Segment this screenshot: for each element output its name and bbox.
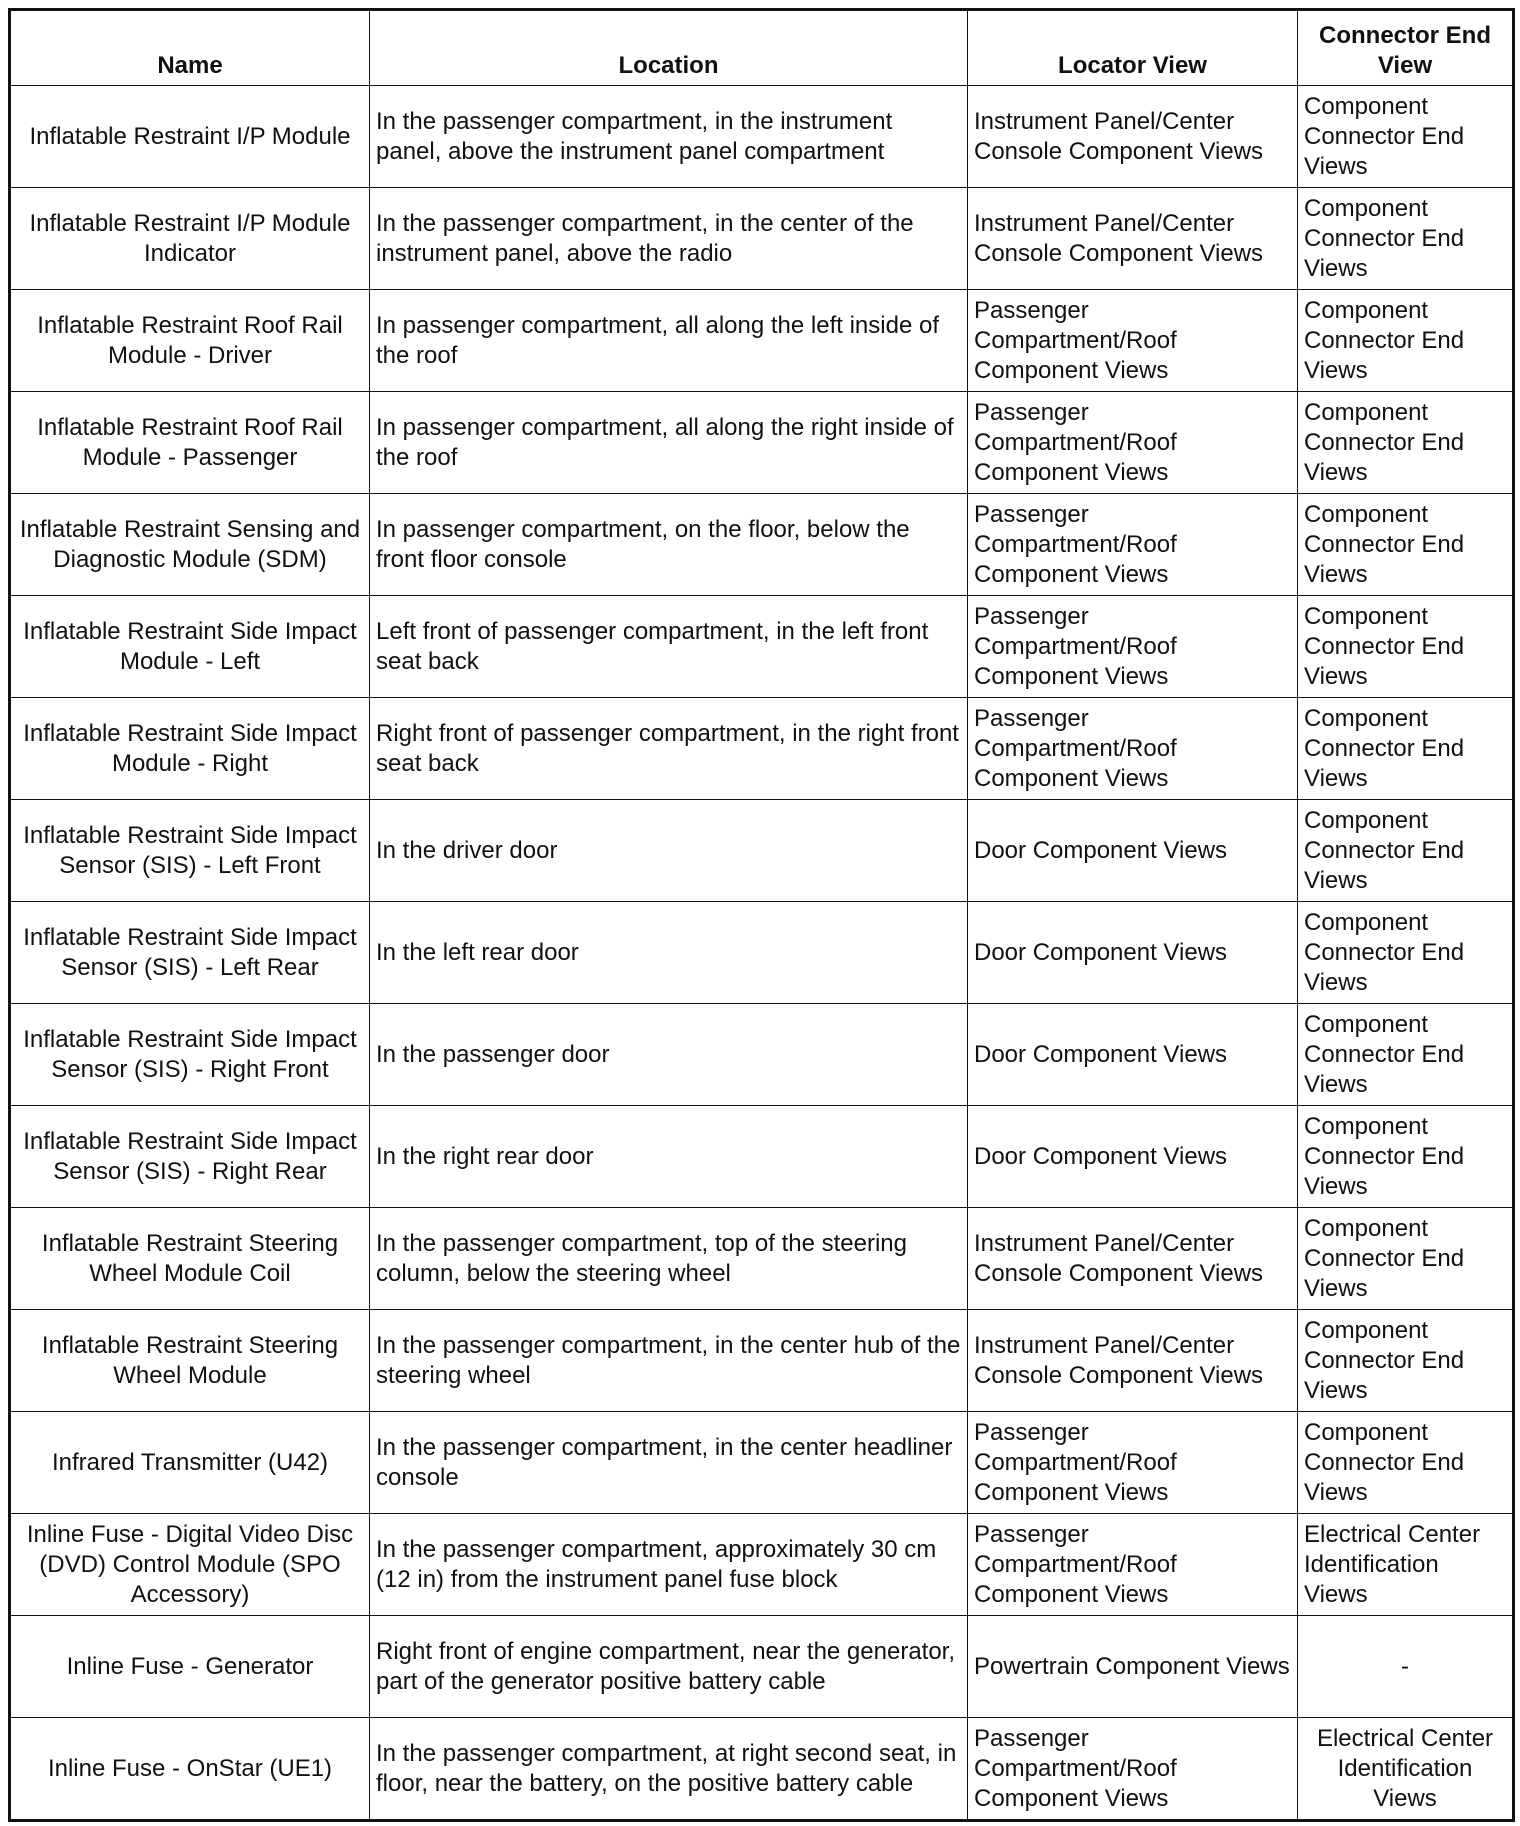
location-cell: Left front of passenger compartment, in the left front seat back — [370, 596, 968, 698]
location-cell: In passenger compartment, all along the right inside of the roof — [370, 392, 968, 494]
locator-view-cell: Passenger Compartment/Roof Component Views — [968, 392, 1298, 494]
connector-end-view-cell: Component Connector End Views — [1298, 1208, 1514, 1310]
locator-view-cell: Instrument Panel/Center Console Component Views — [968, 86, 1298, 188]
table-row — [10, 392, 1514, 494]
locator-view-cell: Door Component Views — [968, 1004, 1298, 1106]
table-row — [10, 698, 1514, 800]
header-name: Name — [10, 10, 370, 86]
location-cell: In the passenger compartment, in the instrument panel, above the instrument panel compartment — [370, 86, 968, 188]
component-name-cell: Inline Fuse - Digital Video Disc (DVD) Control Module (SPO Accessory) — [10, 1514, 370, 1616]
locator-view-cell: Instrument Panel/Center Console Component Views — [968, 1310, 1298, 1412]
location-cell: In the passenger compartment, at right second seat, in floor, near the battery, on the positive battery cable — [370, 1718, 968, 1821]
table-row — [10, 1208, 1514, 1310]
component-name-cell: Inflatable Restraint Side Impact Module - Left — [10, 596, 370, 698]
table-row — [10, 188, 1514, 290]
location-cell: In the left rear door — [370, 902, 968, 1004]
table-row — [10, 1310, 1514, 1412]
locator-view-cell: Passenger Compartment/Roof Component Views — [968, 698, 1298, 800]
locator-view-cell: Door Component Views — [968, 1106, 1298, 1208]
header-locator-view: Locator View — [968, 10, 1298, 86]
location-cell: In the passenger door — [370, 1004, 968, 1106]
component-name-cell: Inflatable Restraint Side Impact Sensor (SIS) - Left Front — [10, 800, 370, 902]
component-name-cell: Inflatable Restraint Roof Rail Module - Passenger — [10, 392, 370, 494]
table-row — [10, 1718, 1514, 1821]
location-cell: In the passenger compartment, in the center of the instrument panel, above the radio — [370, 188, 968, 290]
header-location: Location — [370, 10, 968, 86]
locator-view-cell: Passenger Compartment/Roof Component Views — [968, 1412, 1298, 1514]
location-cell: In the passenger compartment, approximately 30 cm (12 in) from the instrument panel fuse block — [370, 1514, 968, 1616]
component-name-cell: Inflatable Restraint I/P Module Indicator — [10, 188, 370, 290]
location-cell: In the passenger compartment, in the center hub of the steering wheel — [370, 1310, 968, 1412]
component-name-cell: Inline Fuse - Generator — [10, 1616, 370, 1718]
component-name-cell: Inflatable Restraint Sensing and Diagnostic Module (SDM) — [10, 494, 370, 596]
component-name-cell: Inflatable Restraint Side Impact Sensor (SIS) - Left Rear — [10, 902, 370, 1004]
table-row — [10, 1412, 1514, 1514]
connector-end-view-cell: Component Connector End Views — [1298, 86, 1514, 188]
connector-end-view-cell: Component Connector End Views — [1298, 188, 1514, 290]
table-row — [10, 86, 1514, 188]
header-connector-end-view: Connector End View — [1298, 10, 1514, 86]
table-row — [10, 494, 1514, 596]
location-cell: Right front of passenger compartment, in the right front seat back — [370, 698, 968, 800]
location-cell: In passenger compartment, all along the left inside of the roof — [370, 290, 968, 392]
table-row — [10, 596, 1514, 698]
location-cell: In the passenger compartment, in the center headliner console — [370, 1412, 968, 1514]
connector-end-view-cell: Component Connector End Views — [1298, 596, 1514, 698]
connector-end-view-cell: - — [1298, 1616, 1514, 1718]
locator-view-cell: Instrument Panel/Center Console Component Views — [968, 1208, 1298, 1310]
header-row — [10, 10, 1514, 86]
table-row — [10, 1616, 1514, 1718]
connector-end-view-cell: Component Connector End Views — [1298, 1412, 1514, 1514]
component-name-cell: Inline Fuse - OnStar (UE1) — [10, 1718, 370, 1821]
component-locator-table — [8, 8, 1515, 1822]
component-name-cell: Inflatable Restraint Steering Wheel Module — [10, 1310, 370, 1412]
connector-end-view-cell: Component Connector End Views — [1298, 698, 1514, 800]
table-row — [10, 800, 1514, 902]
connector-end-view-cell: Component Connector End Views — [1298, 1004, 1514, 1106]
location-cell: In passenger compartment, on the floor, below the front floor console — [370, 494, 968, 596]
component-name-cell: Inflatable Restraint Roof Rail Module - Driver — [10, 290, 370, 392]
locator-view-cell: Powertrain Component Views — [968, 1616, 1298, 1718]
location-cell: Right front of engine compartment, near the generator, part of the generator positive battery cable — [370, 1616, 968, 1718]
connector-end-view-cell: Component Connector End Views — [1298, 1106, 1514, 1208]
connector-end-view-cell: Component Connector End Views — [1298, 1310, 1514, 1412]
location-cell: In the right rear door — [370, 1106, 968, 1208]
connector-end-view-cell: Component Connector End Views — [1298, 902, 1514, 1004]
component-name-cell: Inflatable Restraint I/P Module — [10, 86, 370, 188]
connector-end-view-cell: Component Connector End Views — [1298, 800, 1514, 902]
table-row — [10, 1514, 1514, 1616]
locator-view-cell: Passenger Compartment/Roof Component Views — [968, 494, 1298, 596]
locator-view-cell: Passenger Compartment/Roof Component Views — [968, 1718, 1298, 1821]
table-row — [10, 1106, 1514, 1208]
locator-view-cell: Door Component Views — [968, 902, 1298, 1004]
connector-end-view-cell: Electrical Center Identification Views — [1298, 1514, 1514, 1616]
location-cell: In the passenger compartment, top of the steering column, below the steering wheel — [370, 1208, 968, 1310]
locator-view-cell: Passenger Compartment/Roof Component Views — [968, 1514, 1298, 1616]
table-row — [10, 902, 1514, 1004]
component-name-cell: Infrared Transmitter (U42) — [10, 1412, 370, 1514]
component-name-cell: Inflatable Restraint Side Impact Module - Right — [10, 698, 370, 800]
connector-end-view-cell: Component Connector End Views — [1298, 494, 1514, 596]
component-name-cell: Inflatable Restraint Steering Wheel Module Coil — [10, 1208, 370, 1310]
table-row — [10, 290, 1514, 392]
locator-view-cell: Door Component Views — [968, 800, 1298, 902]
connector-end-view-cell: Electrical Center Identification Views — [1298, 1718, 1514, 1821]
table-body — [10, 86, 1514, 1821]
locator-view-cell: Instrument Panel/Center Console Component Views — [968, 188, 1298, 290]
locator-view-cell: Passenger Compartment/Roof Component Views — [968, 596, 1298, 698]
location-cell: In the driver door — [370, 800, 968, 902]
connector-end-view-cell: Component Connector End Views — [1298, 392, 1514, 494]
component-name-cell: Inflatable Restraint Side Impact Sensor (SIS) - Right Rear — [10, 1106, 370, 1208]
connector-end-view-cell: Component Connector End Views — [1298, 290, 1514, 392]
table-row — [10, 1004, 1514, 1106]
component-name-cell: Inflatable Restraint Side Impact Sensor (SIS) - Right Front — [10, 1004, 370, 1106]
locator-view-cell: Passenger Compartment/Roof Component Views — [968, 290, 1298, 392]
